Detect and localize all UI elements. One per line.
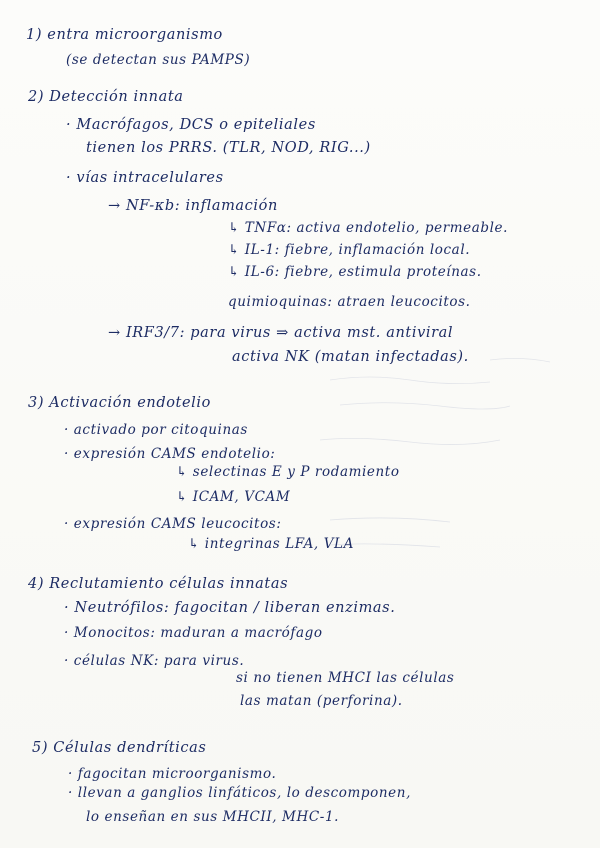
section-4-bullet-3-line-3: las matan (perforina). xyxy=(240,693,403,709)
section-5-bullet-2: · llevan a ganglios linfáticos, lo descomponen, xyxy=(68,785,411,801)
section-4-bullet-2: · Monocitos: maduran a macrófago xyxy=(64,625,323,641)
section-5-bullet-2-line-2: lo enseñan en sus MHCII, MHC-1. xyxy=(86,809,340,825)
icam-line: ↳ ICAM, VCAM xyxy=(176,489,291,505)
section-3-bullet-3: · expresión CAMS leucocitos: xyxy=(64,516,282,532)
section-2-bullet-1-line-2: tienen los PRRS. (TLR, NOD, RIG...) xyxy=(86,140,371,156)
irf-line-1: → IRF3/7: para virus ⇒ activa mst. antiviral xyxy=(108,325,454,341)
section-2-title: 2) Detección innata xyxy=(28,89,184,105)
tnf-line: ↳ TNFα: activa endotelio, permeable. xyxy=(228,220,509,236)
section-4-bullet-1: · Neutrófilos: fagocitan / liberan enzimas. xyxy=(64,600,396,616)
section-2-bullet-1-line-1: · Macrófagos, DCS o epiteliales xyxy=(66,117,316,133)
section-3-title: 3) Activación endotelio xyxy=(28,395,211,411)
section-5-bullet-1: · fagocitan microorganismo. xyxy=(68,766,277,782)
section-1-subtitle: (se detectan sus PAMPS) xyxy=(66,52,251,68)
integrinas-line: ↳ integrinas LFA, VLA xyxy=(188,536,354,552)
quimioquinas-line: quimioquinas: atraen leucocitos. xyxy=(228,294,471,310)
section-1-title: 1) entra microorganismo xyxy=(26,27,223,43)
selectinas-line: ↳ selectinas E y P rodamiento xyxy=(176,464,400,480)
nfkb-line: → NF-κb: inflamación xyxy=(108,198,278,214)
section-3-bullet-2: · expresión CAMS endotelio: xyxy=(64,446,276,462)
section-4-title: 4) Reclutamiento células innatas xyxy=(28,576,289,592)
section-2-bullet-2: · vías intracelulares xyxy=(66,170,224,186)
il6-line: ↳ IL-6: fiebre, estimula proteínas. xyxy=(228,264,482,280)
section-4-bullet-3: · células NK: para virus. xyxy=(64,653,245,669)
section-4-bullet-3-line-2: si no tienen MHCI las células xyxy=(236,670,455,686)
section-3-bullet-1: · activado por citoquinas xyxy=(64,422,248,438)
irf-line-2: activa NK (matan infectadas). xyxy=(232,349,469,365)
il1-line: ↳ IL-1: fiebre, inflamación local. xyxy=(228,242,471,258)
section-5-title: 5) Células dendríticas xyxy=(32,740,207,756)
